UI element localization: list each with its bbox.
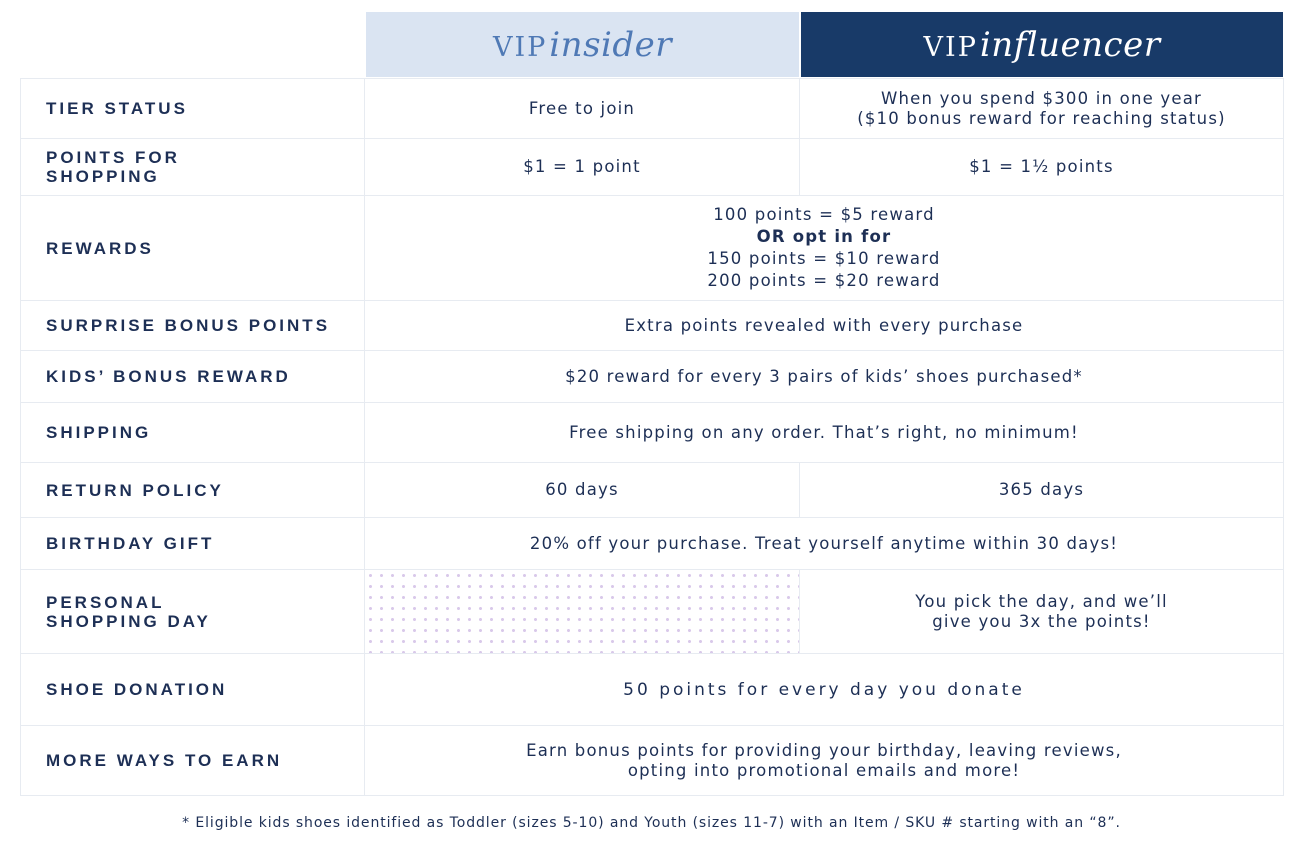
footnote: * Eligible kids shoes identified as Toddler (sizes 5-10) and Youth (sizes 11-7) with an Item / SKU # starting with an “8”. [182, 815, 1121, 831]
shared-cell: 20% off your purchase. Treat yourself anytime within 30 days! [365, 518, 1284, 569]
shared-cell: 50 points for every day you donate [365, 654, 1284, 725]
row-label: REWARDS [20, 196, 365, 300]
shared-cell [365, 196, 1284, 300]
row-points-for-shopping [20, 139, 1284, 196]
row-personal-shopping-day [20, 570, 1284, 654]
row-label: PERSONAL SHOPPING DAY [20, 570, 365, 653]
influencer-cell: When you spend $300 in one year ($10 bonus reward for reaching status) [800, 79, 1284, 138]
rewards-line: 200 points = $20 reward [707, 271, 941, 290]
insider-cell: Free to join [365, 79, 800, 138]
rewards-opt-in: OR opt in for [756, 227, 892, 246]
shared-cell: Extra points revealed with every purchase [365, 301, 1284, 350]
influencer-cell: You pick the day, and we’ll give you 3x the points! [800, 570, 1284, 653]
vip-insider-name: insider [549, 24, 673, 65]
row-return-policy [20, 463, 1284, 518]
vip-influencer-header [801, 12, 1283, 77]
rewards-line: 100 points = $5 reward [713, 205, 935, 224]
shared-cell: Free shipping on any order. That’s right, no minimum! [365, 403, 1284, 462]
rewards-line: 150 points = $10 reward [707, 249, 941, 268]
insider-cell: 60 days [365, 463, 800, 517]
shared-cell: $20 reward for every 3 pairs of kids’ shoes purchased* [365, 351, 1284, 402]
vip-insider-logo [493, 25, 672, 65]
influencer-cell: 365 days [800, 463, 1284, 517]
vip-insider-header [366, 12, 799, 77]
comparison-table [20, 78, 1284, 796]
row-birthday-gift [20, 518, 1284, 570]
row-rewards [20, 196, 1284, 301]
row-label: SHIPPING [20, 403, 365, 462]
row-label: BIRTHDAY GIFT [20, 518, 365, 569]
vip-influencer-name: influencer [979, 24, 1161, 65]
row-shipping [20, 403, 1284, 463]
insider-cell-not-included [365, 570, 800, 653]
row-kids-bonus-reward [20, 351, 1284, 403]
row-label: MORE WAYS TO EARN [20, 726, 365, 795]
insider-cell: $1 = 1 point [365, 139, 800, 195]
row-label: POINTS FOR SHOPPING [20, 139, 365, 195]
row-label: RETURN POLICY [20, 463, 365, 517]
row-tier-status [20, 79, 1284, 139]
row-label: SHOE DONATION [20, 654, 365, 725]
shared-cell: Earn bonus points for providing your birthday, leaving reviews, opting into promotional emails and more! [365, 726, 1284, 795]
row-shoe-donation [20, 654, 1284, 726]
vip-influencer-prefix: VIP [923, 31, 978, 63]
row-label: TIER STATUS [20, 79, 365, 138]
row-surprise-bonus-points [20, 301, 1284, 351]
row-label: KIDS’ BONUS REWARD [20, 351, 365, 402]
vip-insider-prefix: VIP [492, 31, 548, 63]
row-more-ways-to-earn [20, 726, 1284, 796]
row-label: SURPRISE BONUS POINTS [20, 301, 365, 350]
vip-influencer-logo [924, 25, 1161, 65]
influencer-cell: $1 = 1½ points [800, 139, 1284, 195]
